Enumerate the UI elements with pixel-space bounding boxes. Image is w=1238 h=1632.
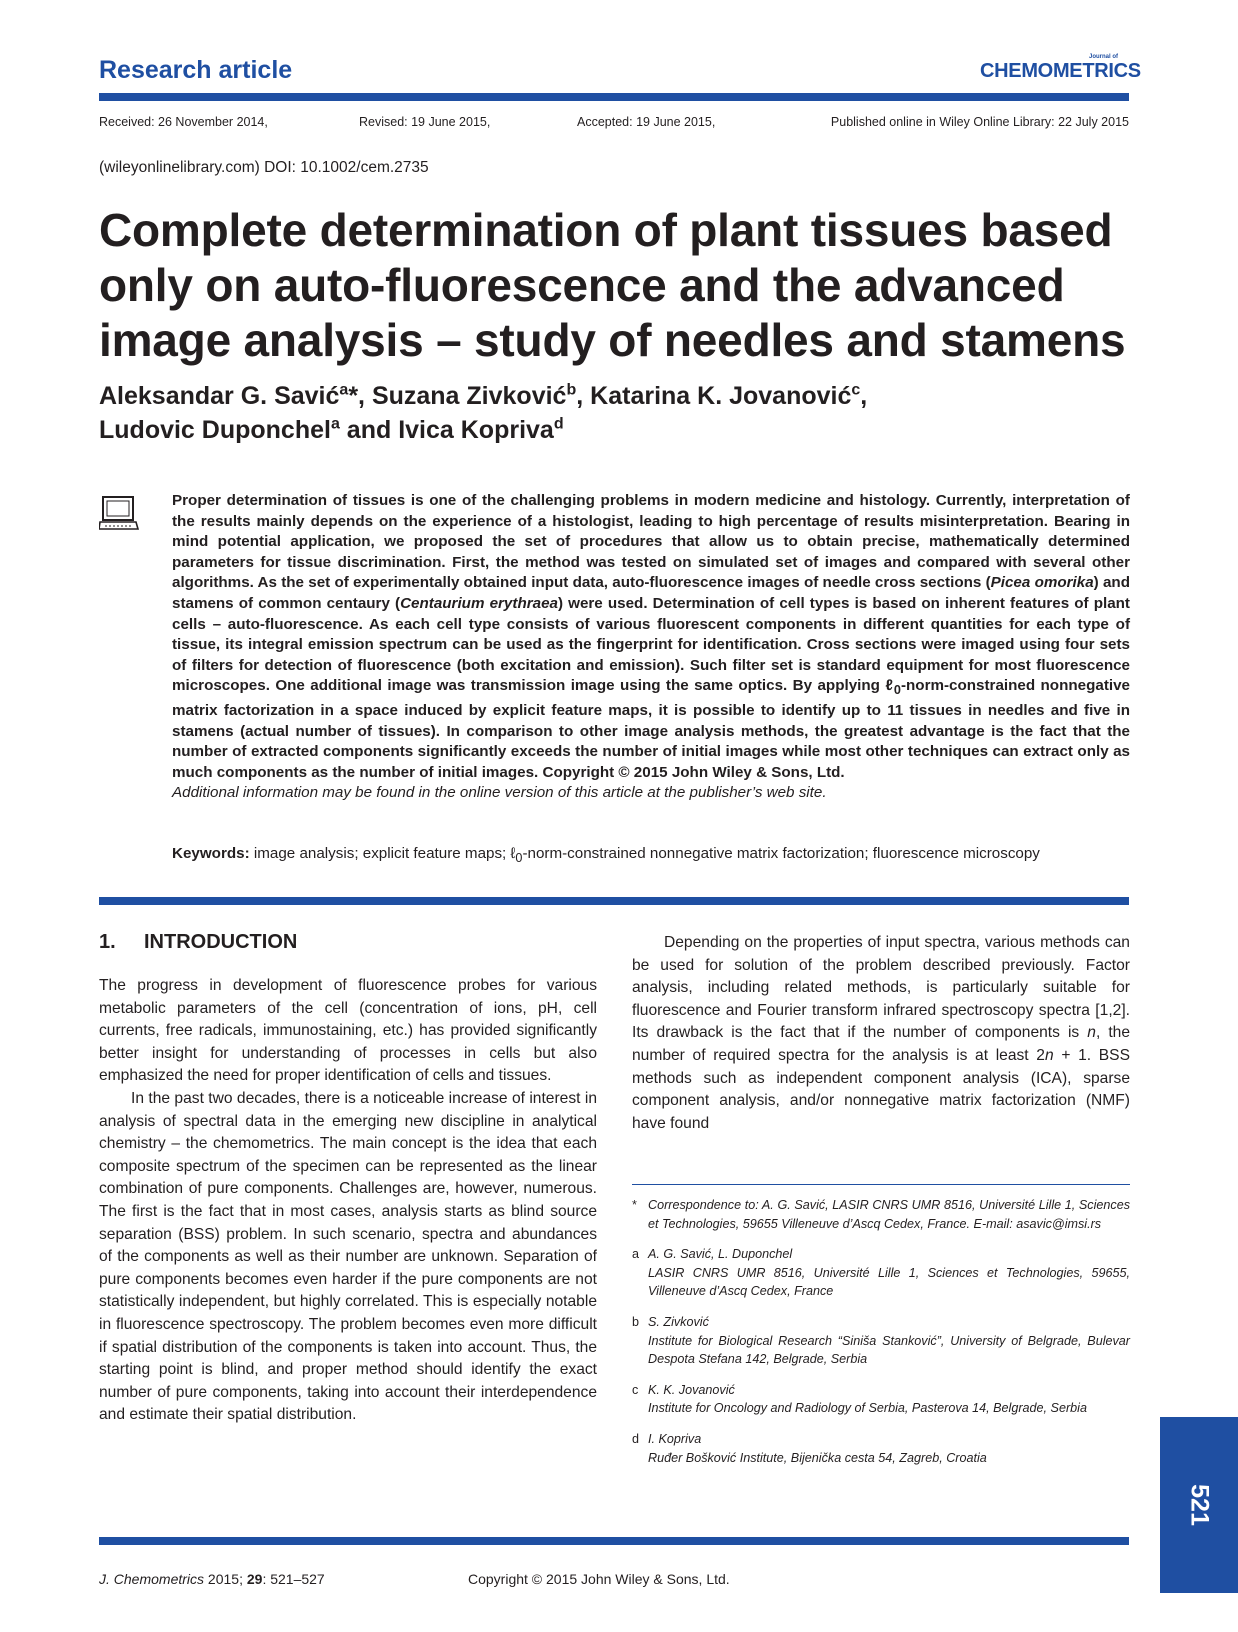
citation: J. Chemometrics 2015; 29: 521–527 (99, 1571, 325, 1587)
author: Suzana Zivković$^b$, (371, 381, 591, 410)
published-date: Published online in Wiley Online Library: 22 July 2015 (830, 115, 1129, 129)
accepted-date: Accepted: 19 June 2015, (577, 115, 716, 129)
page-number-tab (1160, 1417, 1238, 1593)
author-list (99, 379, 1139, 447)
footnote-affiliation: d I. Kopriva Ruđer Bošković Institute, Bijenička cesta 54, Zagreb, Croatia (632, 1431, 987, 1465)
intro-left-column (99, 975, 597, 1427)
author: Ludovic Duponchel$^a$ and (99, 415, 399, 444)
section-heading (99, 931, 297, 954)
intro-right-column (632, 932, 1130, 1135)
computer-icon (99, 496, 139, 532)
received-date: Received: 26 November 2014, (99, 115, 268, 129)
additional-info: Additional information may be found in the online version of this article at the publisher’s web site. (172, 784, 827, 802)
paragraph: The progress in development of fluorescence probes for various metabolic parameters of the cell (concentration of ions, pH, cell currents, free radicals, immunostaining, etc.) has provided significantly better insight for understanding of processes in cells but also emphasized the need for proper identification of cells and tissues. (99, 977, 597, 1085)
paragraph: Depending on the properties of input spectra, various methods can be used for solution of the problem described previously. Factor analysis, including related methods, is particularly suitable for fluorescence and Fourier transform infrared spectroscopy spectra [1,2]. Its drawback is the fact that if the number of components is n, the number of required spectra for the analysis is at least 2n + 1. BSS methods such as independent component analysis (ICA), sparse component analysis, and/or nonnegative matrix factorization (NMF) have found (632, 934, 1130, 1132)
page-number: 521 (1185, 1484, 1214, 1526)
abstract-rule (99, 897, 1129, 905)
footer-rule (99, 1537, 1129, 1545)
paragraph: In the past two decades, there is a noticeable increase of interest in analysis of spectral data in the emerging new discipline in analytical chemistry – the chemometrics. The main concept is the idea that each composite spectrum of the specimen can be represented as the linear combination of pure components. Challenges are, however, numerous. The first is the fact that in most cases, analysis starts as blind source separation (BSS) problem. In such scenario, spectra and abundances of the components as well as their number are unknown. Separation of pure components becomes even harder if the pure components are not statistically independent, but highly correlated. This is especially notable in fluorescence spectroscopy. The problem becomes even more difficult if spatial distribution of the components is taken into account. Thus, the starting point is blind, and proper method should identify the exact number of pure components, taking into account their interdependence and estimate their spatial distribution. (99, 1089, 597, 1424)
footnote-rule (632, 1184, 1130, 1185)
journal-logo-small: Journal of (1088, 54, 1118, 60)
footnote-affiliation: c K. K. Jovanović Institute for Oncology and Radiology of Serbia, Pasterova 14, Belgrade, Serbia (632, 1382, 1087, 1416)
footer-copyright: Copyright © 2015 John Wiley & Sons, Ltd. (468, 1571, 730, 1587)
revised-date: Revised: 19 June 2015, (359, 115, 491, 129)
author: Ivica Kopriva$^d$ (398, 415, 564, 444)
section-title: INTRODUCTION (144, 931, 298, 953)
journal-logo-name: CHEMOMETRICS (980, 60, 1141, 82)
abstract: Proper determination of tissues is one of the challenging problems in modern medicine and histology. Currently, interpretation of the results mainly depends on the experience of a histologist, leading to high percentage of results misinterpretation. Bearing in mind potential application, we proposed the set of procedures that allow us to obtain precise, mathematically determined parameters for tissue discrimination. First, the method was tested on simulated set of images and compared with several other algorithms. As the set of experimentally obtained input data, auto-fluorescence images of needle cross sections (Picea omorika) and stamens of common centaury (Centaurium erythraea) were used. Determination of cell types is based on inherent features of plant cells – auto-fluorescence. As each cell type consists of various fluorescent components in different quantities for each type of tissue, its integral emission spectrum can be used as the fingerprint for identification. Cross sections were imaged using four sets of filters for detection of fluorescence (both excitation and emission). Such filter set is standard equipment for most fluorescence microscopes. One additional image was transmission image using the same optics. By applying ℓ$_0$-norm-constrained nonnegative matrix factorization in a space induced by explicit feature maps, it is possible to identify up to 11 tissues in needles and five in stamens (actual number of tissues). In comparison to other image analysis methods, the greatest advantage is the fact that the number of extracted components significantly exceeds the number of initial images while most other techniques can extract only as much components as the number of initial images. Copyright © 2015 John Wiley & Sons, Ltd. Additional information may be found in the online version of this article at the publisher’s web site. (172, 491, 1130, 804)
footnote-correspondence: * Correspondence to: A. G. Savić, LASIR CNRS UMR 8516, Université Lille 1, Sciences et Technologies, 59655 Villeneuve d’Ascq Cedex, France. E-mail: asavic@imsi.rs (632, 1198, 1130, 1231)
footnote-affiliation: b S. Zivković Institute for Biological Research “Siniša Stanković”, University of Belgrade, Bulevar Despota Stefana 142, Belgrade, Serbia (632, 1314, 1130, 1367)
author: Aleksandar G. Savić$^a$*, (99, 381, 372, 410)
keywords: Keywords: image analysis; explicit feature maps; ℓ$_0$-norm-constrained nonnegative matrix factorization; fluorescence microscopy (172, 845, 1040, 866)
species-name: Centaurium erythraea (400, 594, 558, 612)
footnote-affiliation: a A. G. Savić, L. Duponchel LASIR CNRS UMR 8516, Université Lille 1, Sciences et Technologies, 59655, Villeneuve d’Ascq Cedex, France (632, 1247, 1130, 1299)
footnotes (632, 1196, 1130, 1479)
header-rule (99, 93, 1129, 101)
journal-logo (980, 54, 1141, 83)
section-number: 1. (99, 931, 116, 953)
article-title: Complete determination of plant tissues based only on auto-fluorescence and the advanced image analysis – study of needles and stamens (99, 204, 1126, 366)
species-name: Picea omorika (990, 574, 1094, 592)
doi: (wileyonlinelibrary.com) DOI: 10.1002/cem.2735 (99, 159, 429, 176)
keywords-label: Keywords: (172, 845, 250, 862)
author: Katarina K. Jovanović$^c$, (590, 381, 868, 410)
article-type: Research article (99, 56, 293, 84)
